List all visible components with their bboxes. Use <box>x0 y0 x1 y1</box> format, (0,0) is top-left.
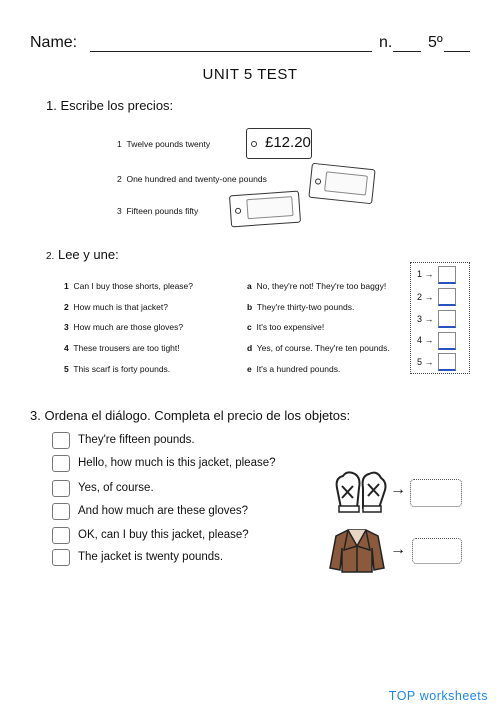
question-number: 4 <box>64 343 69 353</box>
gloves-icon <box>333 468 389 514</box>
match-row-label: 2 → <box>417 292 434 302</box>
answer-text: It's too expensive! <box>256 322 325 332</box>
order-checkbox-2[interactable] <box>52 455 70 472</box>
footer-brand <box>389 689 488 703</box>
answer-letter: d <box>247 343 253 353</box>
price-tag-value: £12.20 <box>265 134 311 151</box>
number-label: n. <box>379 34 393 51</box>
item-text: One hundred and twenty-one pounds <box>126 174 267 184</box>
grade-label: 5º <box>428 34 443 51</box>
page-title: UNIT 5 TEST <box>202 66 298 83</box>
item-number: 1 <box>117 139 122 149</box>
name-label: Name: <box>30 34 78 51</box>
question-number: 1 <box>64 281 69 291</box>
price-tag-3 <box>229 191 301 228</box>
match-row-label: 4 → <box>417 335 434 345</box>
question-text: Can I buy those shorts, please? <box>73 281 194 291</box>
dialogue-option-5: OK, can I buy this jacket, please? <box>78 529 249 541</box>
brand-top: TOP <box>388 689 416 703</box>
question-text: How much is that jacket? <box>73 302 168 312</box>
order-checkbox-6[interactable] <box>52 549 70 566</box>
price-item-2 <box>117 174 267 184</box>
section1-heading: 1. Escribe los precios: <box>46 98 174 113</box>
question-1 <box>64 281 193 291</box>
tag-hole-icon <box>235 208 241 214</box>
brand-worksheets: worksheets <box>419 689 488 703</box>
match-row-label: 5 → <box>417 357 434 367</box>
question-number: 5 <box>64 364 69 374</box>
question-4 <box>64 343 180 353</box>
grade-field[interactable] <box>444 51 470 52</box>
answer-letter: b <box>247 302 253 312</box>
answer-letter: e <box>247 364 252 374</box>
answer-text: They're thirty-two pounds. <box>256 302 355 312</box>
dialogue-option-6: The jacket is twenty pounds. <box>78 551 224 563</box>
dialogue-option-4: And how much are these gloves? <box>78 505 249 517</box>
match-answer-2[interactable] <box>438 288 456 306</box>
match-row-label: 1 → <box>417 269 434 279</box>
item-number: 2 <box>117 174 122 184</box>
tag-hole-icon <box>315 178 322 185</box>
match-row-label: 3 → <box>417 314 434 324</box>
match-answer-4[interactable] <box>438 332 456 350</box>
jacket-icon <box>328 528 386 574</box>
question-number: 2 <box>64 302 69 312</box>
section2-number: 2. <box>46 251 55 262</box>
answer-d <box>247 343 390 353</box>
item-text: Fifteen pounds fifty <box>126 206 199 216</box>
answer-c <box>247 322 324 332</box>
question-3 <box>64 322 183 332</box>
name-field[interactable] <box>90 51 372 52</box>
gloves-price-box[interactable] <box>410 479 462 507</box>
dialogue-option-3: Yes, of course. <box>78 482 154 494</box>
answer-letter: a <box>247 281 252 291</box>
arrow-icon: → <box>390 481 406 498</box>
item-text: Twelve pounds twenty <box>126 139 211 149</box>
item-number: 3 <box>117 206 122 216</box>
price-tag-2 <box>308 163 375 204</box>
answer-b <box>247 302 354 312</box>
match-answer-3[interactable] <box>438 310 456 328</box>
match-answer-5[interactable] <box>438 353 456 371</box>
question-5 <box>64 364 170 374</box>
match-answer-1[interactable] <box>438 266 456 284</box>
question-number: 3 <box>64 322 69 332</box>
question-2 <box>64 302 168 312</box>
price-item-3 <box>117 206 198 216</box>
number-field[interactable] <box>393 51 421 52</box>
dialogue-option-1: They're fifteen pounds. <box>78 434 195 446</box>
price-tag-1 <box>246 128 312 159</box>
price-answer-box-2[interactable] <box>324 171 368 195</box>
answer-a <box>247 281 386 291</box>
answer-text: It's a hundred pounds. <box>256 364 341 374</box>
section2-title: Lee y une: <box>57 247 119 262</box>
question-text: These trousers are too tight! <box>73 343 180 353</box>
question-text: How much are those gloves? <box>73 322 184 332</box>
tag-hole-icon <box>251 141 257 147</box>
dialogue-option-2: Hello, how much is this jacket, please? <box>78 457 276 469</box>
arrow-icon: → <box>390 541 406 558</box>
order-checkbox-4[interactable] <box>52 503 70 520</box>
order-checkbox-5[interactable] <box>52 527 70 544</box>
section2-heading <box>46 247 119 262</box>
answer-text: Yes, of course. They're ten pounds. <box>256 343 390 353</box>
match-box <box>410 262 470 374</box>
order-checkbox-1[interactable] <box>52 432 70 449</box>
answer-letter: c <box>247 322 252 332</box>
jacket-price-box[interactable] <box>412 538 462 564</box>
question-text: This scarf is forty pounds. <box>73 364 171 374</box>
answer-text: No, they're not! They're too baggy! <box>256 281 387 291</box>
order-checkbox-3[interactable] <box>52 480 70 497</box>
answer-e <box>247 364 340 374</box>
price-answer-box-3[interactable] <box>246 196 293 219</box>
section3-heading: 3. Ordena el diálogo. Completa el precio de los objetos: <box>30 408 351 423</box>
price-item-1 <box>117 139 210 149</box>
